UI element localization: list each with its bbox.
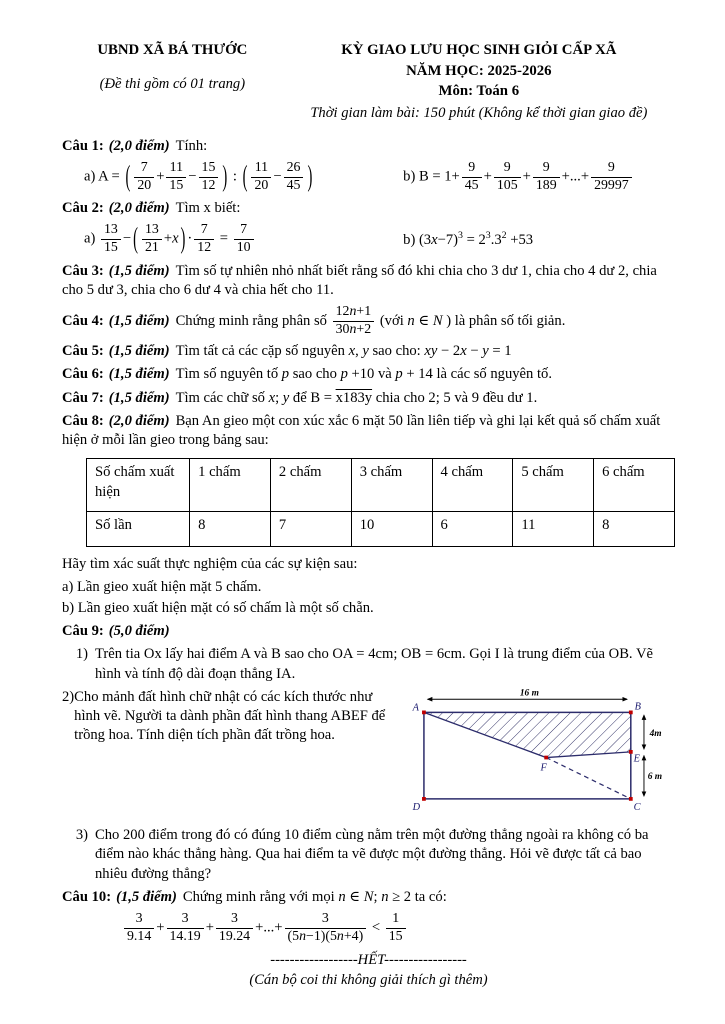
question-9-item-2 (62, 688, 675, 822)
question-1-points: (2,0 điểm) (108, 137, 170, 154)
question-8-text: Bạn An gieo một con xúc xắc 6 mặt 50 lần liên tiếp và ghi lại kết quả số chấm xuất hiện ở mỗi lần gieo trong bảng sau: (62, 412, 661, 449)
question-10-points: (1,5 điểm) (116, 888, 177, 905)
item-number: 2) (62, 688, 75, 705)
table-value-cell: 6 (432, 512, 513, 547)
subject: Môn: Toán 6 (438, 83, 520, 100)
question-3-label: Câu 3: (62, 262, 104, 279)
land-figure (407, 684, 675, 822)
question-10-label: Câu 10: (62, 888, 112, 905)
question-5-points: (1,5 điểm) (108, 343, 170, 360)
table-value-cell: 8 (190, 512, 271, 547)
table-value-cell: 8 (594, 512, 675, 547)
vertex-marker-f (544, 756, 548, 760)
table-row-label: Số lần (87, 512, 190, 547)
item-number: 1) (75, 646, 88, 663)
time-limit: Thời gian làm bài: 150 phút (Không kể thời gian giao đề) (310, 104, 648, 121)
question-4-points: (1,5 điểm) (108, 312, 170, 329)
vertex-marker-e (629, 750, 633, 754)
vertex-marker-c (629, 797, 633, 801)
question-5-text: Tìm tất cả các cặp số nguyên x, y sao cho: xy − 2x − y = 1 (175, 343, 512, 360)
item-number: 3) (75, 827, 88, 844)
vertex-marker-a (422, 710, 426, 714)
table-header-cell: Số chấm xuất hiện (87, 459, 190, 512)
item-text: Cho mảnh đất hình chữ nhật có các kích thước như hình vẽ. Người ta dành phần đất hình thang ABEF để trồng hoa. Tính diện tích phần đất trồng hoa. (74, 688, 386, 744)
item-text: Trên tia Ox lấy hai điểm A và B sao cho OA = 4cm; OB = 6cm. Gọi I là trung điểm của OB. Vẽ hình và tính độ dài đoạn thẳng IA. (95, 646, 653, 682)
question-7 (62, 389, 675, 408)
question-2-intro: Tìm x biết: (175, 200, 241, 217)
question-4-label: Câu 4: (62, 312, 104, 329)
question-9-item-3 (62, 826, 675, 884)
question-2b-expression: b) $(3x-7)^3 = 2^3.3^2 +53$ (403, 229, 534, 248)
question-10-text: Chứng minh rằng với mọi n ∈ N; n ≥ 2 ta có: (182, 888, 447, 905)
question-1b-expression: b) B = 1+ $\frac{9}{45}$ + $\frac{9}{105}$ + $\frac{9}{189}$ +...+ $\frac{9}{29997}$ (403, 160, 675, 194)
dice-result-table (86, 458, 675, 547)
item-text-wrap (62, 688, 401, 822)
question-8-label: Câu 8: (62, 412, 104, 429)
question-4 (62, 304, 675, 338)
vertex-marker-d (422, 797, 426, 801)
question-6 (62, 365, 675, 384)
table-header-cell: 6 chấm (594, 459, 675, 512)
table-header-cell: 2 chấm (270, 459, 351, 512)
table-value-row (87, 512, 675, 547)
exam-pages-note: (Đề thi gồm có 01 trang) (99, 75, 246, 92)
point-label-b: B (634, 701, 641, 713)
question-8-after: Hãy tìm xác suất thực nghiệm của các sự kiện sau: (62, 556, 358, 573)
question-1a-expression: a) A = ( $\frac{7}{20}$ + $\frac{11}{15}$ − $\frac{15}{12}$ ) : ( $\frac{11}{20}$ − $\frac{26}{45}$ ) (84, 160, 313, 194)
item-text: Cho 200 điểm trong đó có đúng 10 điểm cùng nằm trên một đường thẳng ngoài ra không có ba điểm nào khác thẳng hàng. Qua hai điểm ta vẽ được một đường thẳng. Hỏi vẽ được tất cả bao nhiêu đường thẳng? (95, 827, 649, 882)
question-1-intro: Tính: (175, 137, 208, 154)
question-4-text: Chứng minh rằng phân số $\frac{12n+1}{30n+2}$ (với n ∈ N ) là phân số tối giản. (175, 304, 566, 337)
question-3 (62, 262, 675, 301)
table-header-row (87, 459, 675, 512)
table-value-cell: 11 (513, 512, 594, 547)
question-8-points: (2,0 điểm) (108, 412, 170, 429)
point-label-d: D (412, 802, 421, 814)
question-6-label: Câu 6: (62, 366, 104, 383)
question-3-points: (1,5 điểm) (108, 262, 170, 279)
question-1-label: Câu 1: (62, 137, 104, 154)
point-label-c: C (633, 802, 641, 814)
question-5 (62, 342, 675, 361)
question-10 (62, 888, 675, 907)
question-2-expressions (84, 222, 675, 256)
question-8 (62, 412, 675, 451)
question-8b: b) Lần gieo xuất hiện mặt có số chấm là một số chẵn. (62, 599, 374, 616)
proctor-note: (Cán bộ coi thi không giải thích gì thêm) (249, 971, 488, 988)
question-9-points: (5,0 điểm) (108, 623, 170, 640)
question-5-label: Câu 5: (62, 343, 104, 360)
dimension-label-16m: 16 m (519, 688, 539, 699)
exam-header (62, 40, 675, 123)
table-header-cell: 1 chấm (190, 459, 271, 512)
question-9 (62, 622, 675, 641)
question-1-expressions (84, 160, 675, 194)
question-2 (62, 199, 675, 218)
dimension-label-4m: 4m (649, 728, 662, 739)
vertex-marker-b (629, 710, 633, 714)
issuing-org: UBND XÃ BÁ THƯỚC (97, 42, 248, 58)
dashed-line-fc (546, 757, 631, 798)
question-6-points: (1,5 điểm) (108, 366, 170, 383)
question-9-item-1 (62, 645, 675, 684)
question-1 (62, 137, 675, 156)
end-divider: ------------------HẾT----------------- (270, 952, 467, 969)
question-7-points: (1,5 điểm) (108, 389, 170, 406)
question-8a: a) Lần gieo xuất hiện mặt 5 chấm. (62, 578, 262, 595)
question-2-points: (2,0 điểm) (108, 200, 170, 217)
dimension-label-6m: 6 m (647, 772, 663, 783)
land-figure-svg (407, 684, 675, 816)
exam-title: KỲ GIAO LƯU HỌC SINH GIỎI CẤP XÃ (341, 42, 617, 58)
question-6-text: Tìm số nguyên tố p sao cho p +10 và p + 14 là các số nguyên tố. (175, 366, 552, 383)
question-7-label: Câu 7: (62, 389, 104, 406)
question-7-text: Tìm các chữ số x; y để B = x183y chia cho 2; 5 và 9 đều dư 1. (175, 389, 538, 406)
table-value-cell: 7 (270, 512, 351, 547)
table-header-cell: 5 chấm (513, 459, 594, 512)
question-9-label: Câu 9: (62, 623, 104, 640)
header-left (62, 40, 283, 123)
point-label-f: F (540, 762, 547, 774)
table-header-cell: 3 chấm (351, 459, 432, 512)
question-2-label: Câu 2: (62, 200, 104, 217)
point-label-a: A (412, 702, 419, 714)
question-2a-expression: a) $\frac{13}{15}$ − ( $\frac{13}{21}$ +x ) · $\frac{7}{12}$ = $\frac{7}{10}$ (84, 222, 403, 256)
header-right (283, 40, 675, 123)
table-header-cell: 4 chấm (432, 459, 513, 512)
school-year: NĂM HỌC: 2025-2026 (406, 62, 552, 79)
table-value-cell: 10 (351, 512, 432, 547)
point-label-e: E (633, 753, 640, 765)
question-10-formula: $\frac{3}{9.14}$ + $\frac{3}{14.19}$ + $\frac{3}{19.24}$ +...+ $\frac{3}{(5n-1)(5n+4)}$ < $\frac{1}{15}$ (122, 911, 675, 945)
question-3-text: Tìm số tự nhiên nhỏ nhất biết rằng số đó khi chia cho 3 dư 1, chia cho 4 dư 2, chia cho 5 dư 3, chia cho 6 dư 4 và chia hết cho 11. (62, 262, 657, 298)
